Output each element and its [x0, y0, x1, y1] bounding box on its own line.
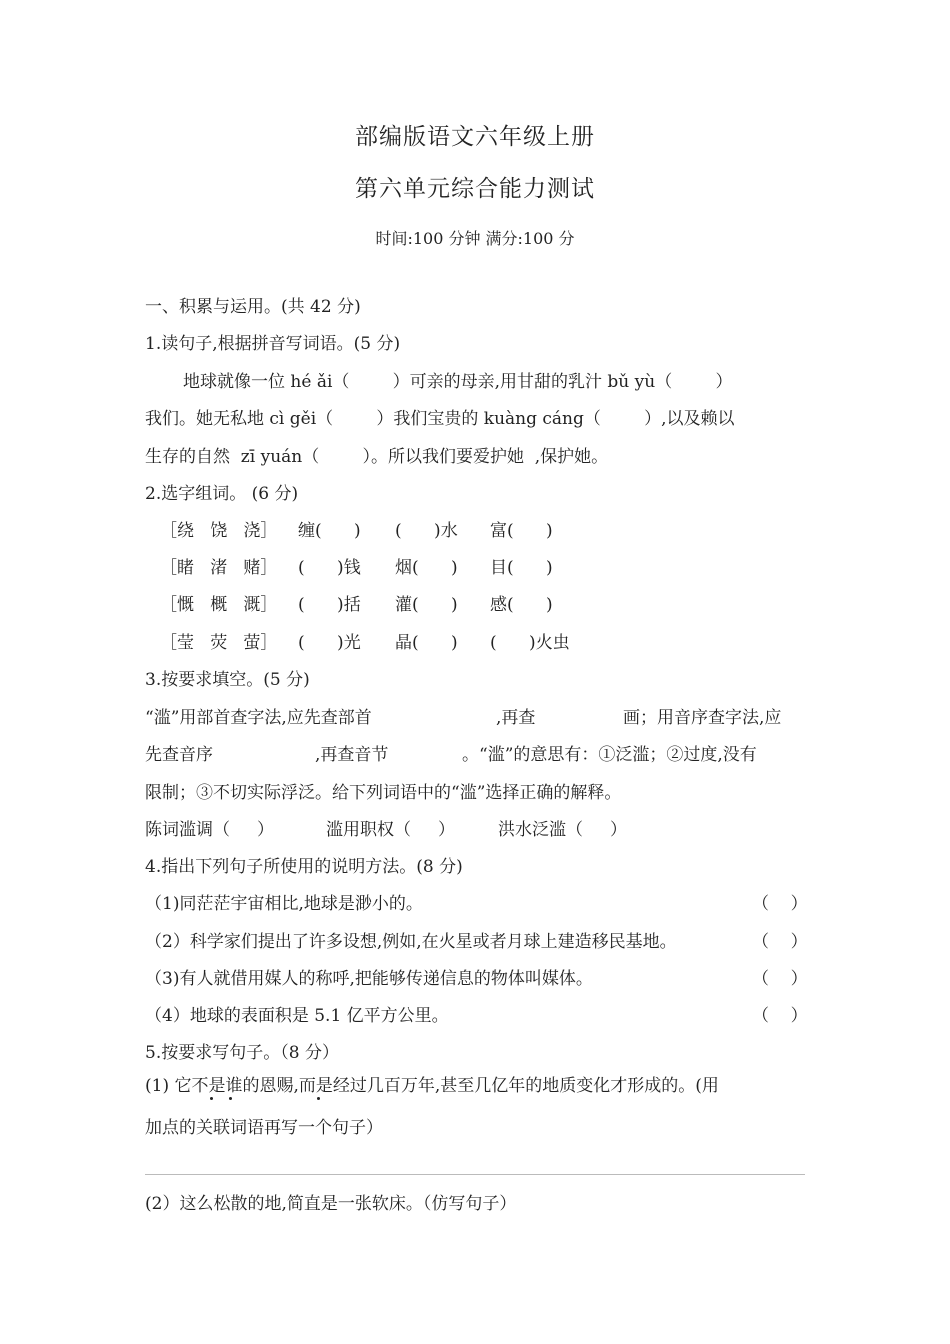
- word-blank: 富( ): [490, 521, 553, 541]
- question-5-item-1-line-2: 加点的关联词语再写一个句子）: [145, 1118, 383, 1138]
- question-1-line-1: 地球就像一位 hé ǎi（ ）可亲的母亲,用甘甜的乳汁 bǔ yù（ ）: [183, 372, 733, 392]
- char-group: ［慨 概 溉］: [160, 595, 278, 615]
- question-3-line-3: 限制；③不切实际浮泛。给下列词语中的“滥”选择正确的解释。: [145, 783, 622, 803]
- question-1-line-2: 我们。她无私地 cì gěi（ ）我们宝贵的 kuàng cáng（ ）,以及赖以: [145, 409, 735, 429]
- word-blank: 感( ): [490, 595, 553, 615]
- word-blank: ( )括: [298, 595, 361, 615]
- question-4-heading: 4.指出下列句子所使用的说明方法。(8 分): [145, 857, 463, 877]
- question-3-line-1c: 画；用音序查字法,应: [623, 708, 782, 728]
- question-5-item-2: (2）这么松散的地,简直是一张软床。（仿写句子）: [145, 1194, 517, 1214]
- title-line-2: 第六单元综合能力测试: [355, 176, 595, 202]
- emphasis-dot: [210, 1097, 213, 1100]
- word-blank: ( )火虫: [490, 633, 570, 653]
- answer-paren: （ ）: [752, 969, 808, 989]
- word-blank: ( )光: [298, 633, 361, 653]
- answer-paren: （ ）: [752, 932, 808, 952]
- question-5-heading: 5.按要求写句子。（8 分）: [145, 1043, 339, 1063]
- word-blank: 晶( ): [395, 633, 458, 653]
- word-blank: ( )水: [395, 521, 458, 541]
- question-3-line-2a: 先查音序: [145, 745, 213, 765]
- word-blank: 目( ): [490, 558, 553, 578]
- question-3-item: 洪水泛滥（ ）: [498, 820, 628, 840]
- word-blank: ( )钱: [298, 558, 361, 578]
- emphasis-dot: [229, 1097, 232, 1100]
- char-group: ［莹 荧 萤］: [160, 633, 278, 653]
- question-3-item: 滥用职权（ ）: [326, 820, 456, 840]
- emphasis-dot: [317, 1097, 320, 1100]
- question-1-heading: 1.读句子,根据拼音写词语。(5 分): [145, 334, 401, 354]
- answer-line: [145, 1174, 805, 1175]
- title-line-1: 部编版语文六年级上册: [355, 124, 595, 150]
- question-3-line-2b: ,再查音节: [315, 745, 389, 765]
- word-blank: 灌( ): [395, 595, 458, 615]
- question-3-line-2c: 。“滥”的意思有：①泛滥；②过度,没有: [462, 745, 757, 765]
- char-group: ［绕 饶 浇］: [160, 521, 278, 541]
- question-4-item: （2）科学家们提出了许多设想,例如,在火星或者月球上建造移民基地。: [145, 932, 677, 952]
- question-4-item: （3)有人就借用媒人的称呼,把能够传递信息的物体叫媒体。: [145, 969, 593, 989]
- char-group: ［睹 渚 赌］: [160, 558, 278, 578]
- question-3-line-1b: ,再查: [496, 708, 536, 728]
- answer-paren: （ ）: [752, 894, 808, 914]
- question-3-item: 陈词滥调（ ）: [145, 820, 275, 840]
- question-3-heading: 3.按要求填空。(5 分): [145, 670, 310, 690]
- answer-paren: （ ）: [752, 1006, 808, 1026]
- question-4-item: （4）地球的表面积是 5.1 亿平方公里。: [145, 1006, 449, 1026]
- question-2-heading: 2.选字组词。 (6 分): [145, 484, 299, 504]
- section-heading: 一、积累与运用。(共 42 分): [145, 297, 361, 317]
- word-blank: 烟( ): [395, 558, 458, 578]
- question-4-item: （1)同茫茫宇宙相比,地球是渺小的。: [145, 894, 423, 914]
- question-1-line-3: 生存的自然 zī yuán（ ）。所以我们要爱护她 ,保护她。: [145, 447, 609, 467]
- question-5-item-1-line-1: (1) 它不是谁的恩赐,而是经过几百万年,甚至几亿年的地质变化才形成的。(用: [145, 1076, 719, 1096]
- word-blank: 缠( ): [298, 521, 361, 541]
- exam-info: 时间:100 分钟 满分:100 分: [375, 229, 575, 248]
- question-3-line-1a: “滥”用部首查字法,应先查部首: [145, 708, 372, 728]
